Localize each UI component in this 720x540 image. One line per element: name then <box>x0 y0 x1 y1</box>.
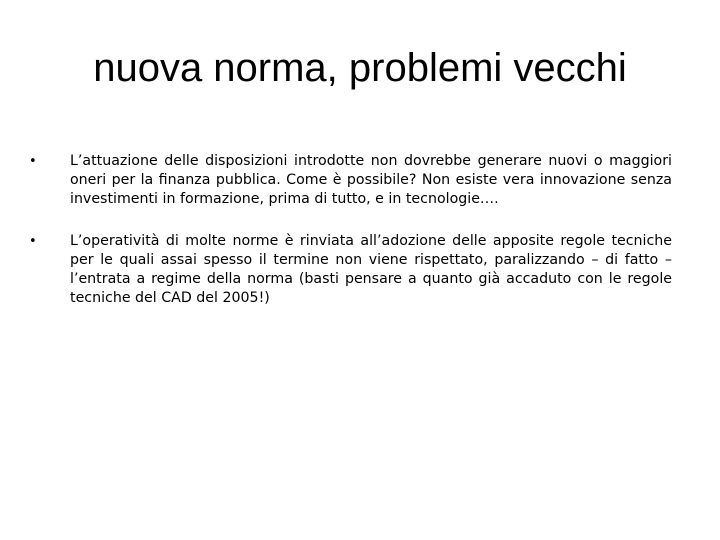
bullet-marker: • <box>29 234 37 249</box>
bullet-marker: • <box>29 154 37 169</box>
slide-title: nuova norma, problemi vecchi <box>93 46 627 90</box>
bullet-text: L’operatività di molte norme è rinviata all’adozione delle apposite regole tecniche per le quali assai spesso il termine non viene rispettato, paralizzando – di fatto – l’entrata a regime della norma (basti pensare a quanto già accaduto con le regole tecniche del CAD del 2005!) <box>70 233 672 306</box>
bullet-item <box>0 232 720 308</box>
bullet-list <box>0 152 720 331</box>
bullet-item <box>0 152 720 209</box>
bullet-text: L’attuazione delle disposizioni introdotte non dovrebbe generare nuovi o maggiori oneri per la finanza pubblica. Come è possibile? Non esiste vera innovazione senza investimenti in formazione, prima di tutto, e in tecnologie…. <box>70 153 672 207</box>
